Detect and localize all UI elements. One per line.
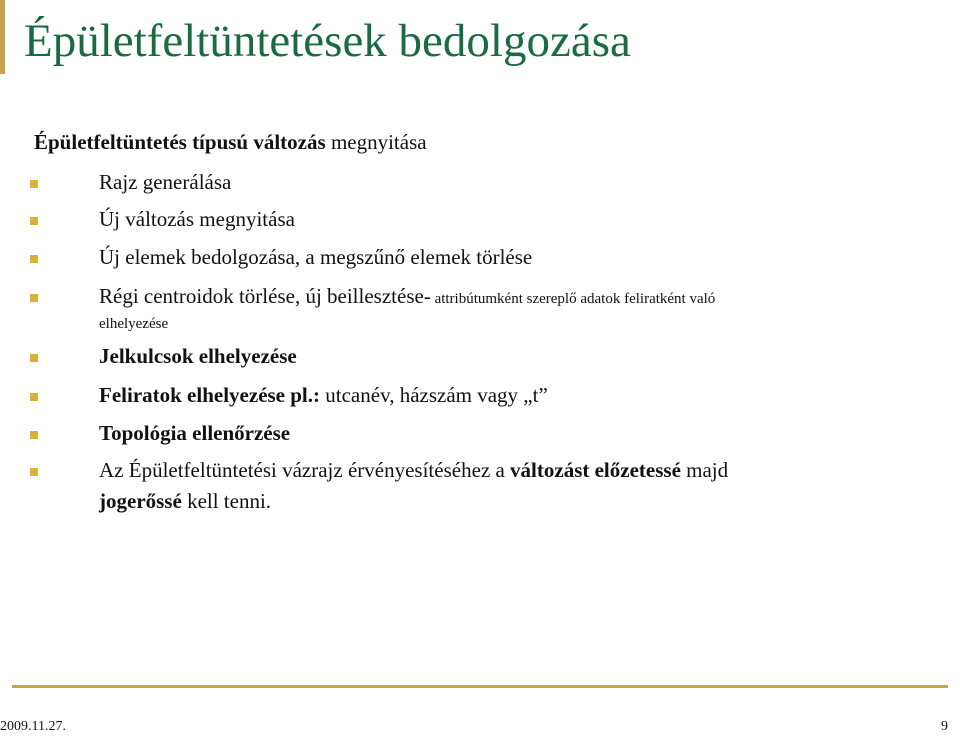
section-heading-rest: megnyitása [325, 130, 427, 154]
list-item-8-bold: változást előzetessé [510, 458, 681, 482]
list-item-4-continued: elhelyezése [99, 316, 169, 332]
list-item-8-part3: kell tenni. [181, 489, 272, 513]
bullet-icon [30, 255, 38, 263]
list-item-2: Új változás megnyitása [99, 207, 295, 231]
section-heading [34, 130, 427, 155]
left-accent-bar [0, 0, 5, 74]
bullet-icon [30, 180, 38, 188]
bullet-icon [30, 431, 38, 439]
list-item-8-continued [99, 489, 271, 514]
list-item-6-rest: utcanév, házszám vagy „t” [320, 383, 548, 407]
list-item-8-part1: Az Épületfeltüntetési vázrajz érvényesítéséhez a [99, 458, 511, 482]
bullet-icon [30, 354, 38, 362]
list-item-5: Jelkulcsok elhelyezése [99, 344, 297, 368]
list-item-3: Új elemek bedolgozása, a megszűnő elemek törlése [99, 245, 533, 269]
list-item-8 [99, 458, 728, 483]
bullet-icon [30, 217, 38, 225]
list-item-4-main: Régi centroidok törlése, új beillesztése- [99, 284, 431, 308]
list-item-4-note: attribútumként szereplő adatok feliratként való [430, 291, 716, 307]
bullet-icon [30, 393, 38, 401]
bullet-icon [30, 468, 38, 476]
footer-date: 2009.11.27. [0, 719, 66, 734]
slide-title: Épületfeltüntetések bedolgozása [24, 15, 631, 67]
section-heading-bold: Épületfeltüntetés típusú változás [34, 130, 326, 154]
footer-divider [12, 685, 948, 688]
list-item-4 [99, 284, 715, 309]
list-item-8-part2: majd [680, 458, 729, 482]
list-item-7: Topológia ellenőrzése [99, 421, 291, 445]
list-item-8-bold-2: jogerőssé [99, 489, 182, 513]
bullet-icon [30, 294, 38, 302]
list-item-1: Rajz generálása [99, 170, 232, 194]
page-number: 9 [941, 719, 948, 734]
list-item-6-bold: Feliratok elhelyezése pl.: [99, 383, 321, 407]
list-item-6 [99, 383, 548, 408]
